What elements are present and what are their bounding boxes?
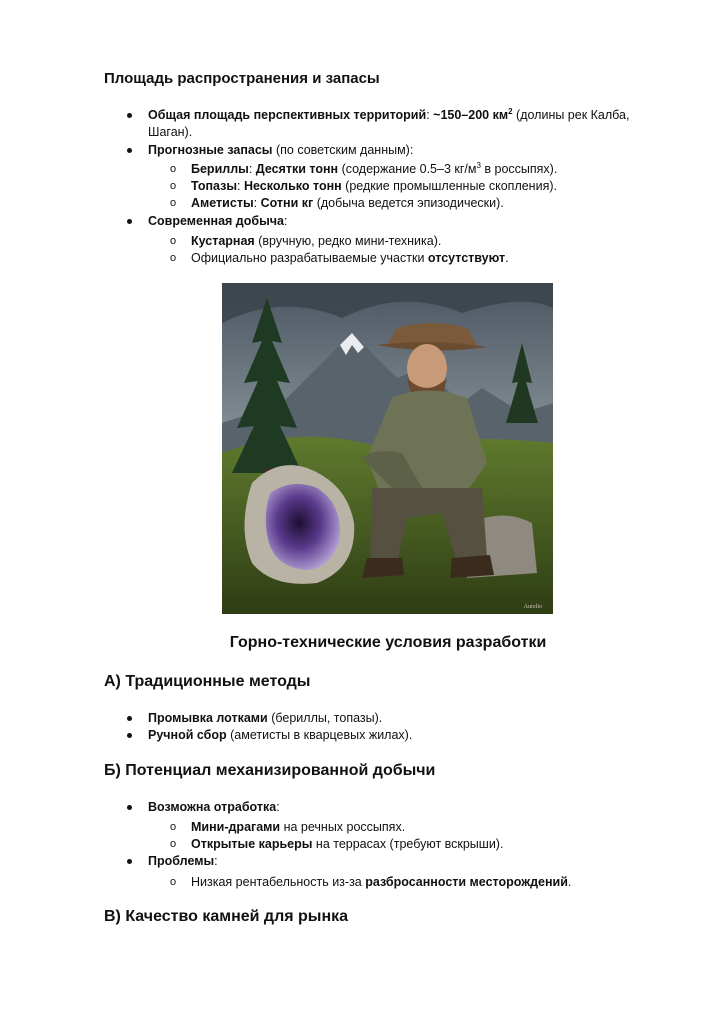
bullet-icon: [127, 733, 132, 738]
modern-label: Современная добыча: [148, 214, 284, 228]
reserves-note: (по советским данным):: [272, 143, 414, 157]
reserves-label: Прогнозные запасы: [148, 143, 273, 157]
sub-item-quarries: Открытые карьеры на террасах (требуют вскрыши).: [191, 837, 504, 851]
beryl-name: Бериллы: [191, 162, 249, 176]
section-heading-b: Б) Потенциал механизированной добычи: [104, 762, 436, 779]
amethyst-amount: Сотни кг: [260, 196, 314, 210]
sub-item-dredges: Мини-драгами на речных россыпях.: [191, 820, 406, 834]
bullet-icon: [127, 219, 132, 224]
bullet-icon: [127, 805, 132, 810]
boot: [362, 558, 404, 578]
circle-bullet-icon: o: [170, 180, 177, 192]
sub-item-beryl: Бериллы: Десятки тонн (содержание 0.5–3 $кг/м^3$ в россыпях).: [191, 160, 558, 176]
boot-right: [450, 555, 494, 578]
colon: :: [426, 108, 430, 122]
sub-item-artisanal: Кустарная (вручную, редко мини-техника).: [191, 234, 442, 248]
sub-item-topaz: Топазы: Несколько тонн (редкие промышленные скопления).: [191, 179, 557, 193]
artisanal-name: Кустарная: [191, 234, 255, 248]
official-bold: отсутствуют: [427, 251, 506, 265]
list-item-possible: Возможна отработка:: [148, 800, 280, 814]
sub-item-amethyst: Аметисты: Сотни кг (добыча ведется эпизодически).: [191, 196, 504, 210]
section-heading-area: Площадь распространения и запасы: [104, 70, 380, 87]
amethyst-name: Аметисты: [191, 196, 254, 210]
section-heading-a: А) Традиционные методы: [104, 673, 311, 690]
bullet-icon: [127, 148, 132, 153]
list-item: Промывка лотками (бериллы, топазы).: [148, 711, 383, 725]
page-title: Горно-технические условия разработки: [229, 634, 547, 651]
circle-bullet-icon: o: [170, 252, 177, 264]
list-item-problems: Проблемы:: [148, 854, 218, 868]
artist-signature: Aurelio: [523, 604, 542, 610]
list-item-area: [148, 107, 629, 124]
area-note: (долины рек Калба,: [512, 108, 630, 122]
bullet-icon: [127, 113, 132, 118]
circle-bullet-icon: o: [170, 235, 177, 247]
sub-item-profitability: Низкая рентабельность из-за разбросанности месторождений.: [191, 875, 572, 889]
sub-item-official: Официально разрабатываемые участки отсутствуют.: [191, 251, 509, 265]
bullet-icon: [127, 716, 132, 721]
circle-bullet-icon: o: [170, 876, 177, 888]
circle-bullet-icon: o: [170, 163, 177, 175]
section-heading-c: В) Качество камней для рынка: [104, 908, 349, 925]
circle-bullet-icon: o: [170, 197, 177, 209]
list-item: Ручной сбор (аметисты в кварцевых жилах).: [148, 728, 413, 742]
area-value: ~150–200 $км^2$: [433, 106, 513, 122]
circle-bullet-icon: o: [170, 821, 177, 833]
circle-bullet-icon: o: [170, 838, 177, 850]
list-item-area-cont: Шаган).: [148, 125, 193, 139]
list-item-modern: Современная добыча:: [148, 214, 288, 228]
topaz-name: Топазы: [191, 179, 238, 193]
topaz-amount: Несколько тонн: [243, 179, 342, 193]
list-item-reserves: [148, 142, 413, 159]
area-label: Общая площадь перспективных территорий: [148, 108, 427, 122]
beryl-amount: Десятки тонн: [255, 162, 339, 176]
bullet-icon: [127, 859, 132, 864]
prospector-geode-illustration: [222, 283, 553, 614]
